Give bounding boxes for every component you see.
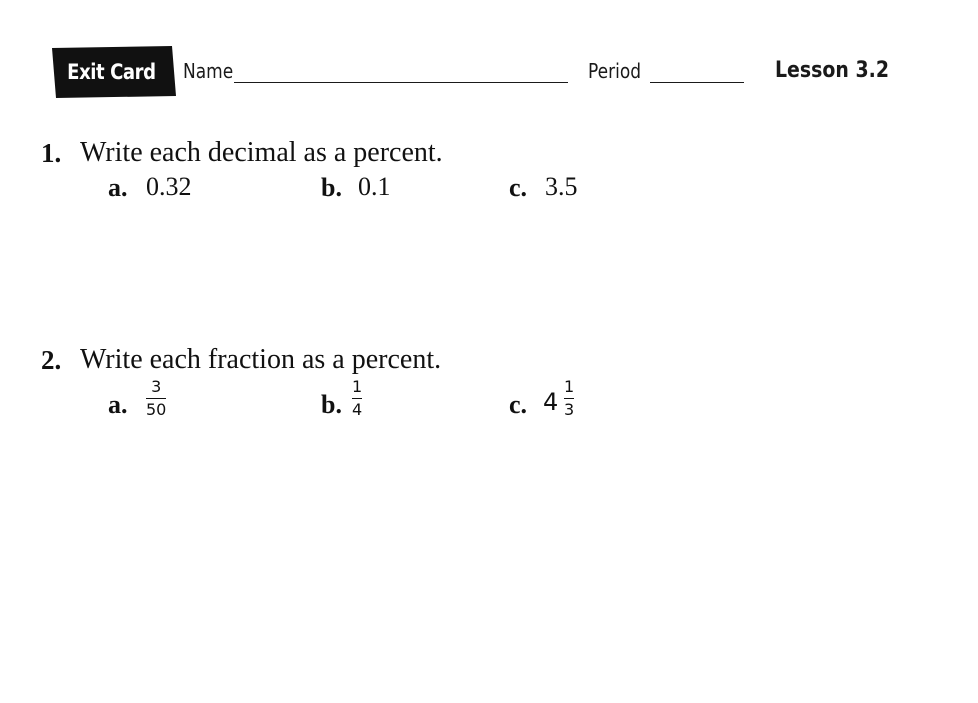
fraction (146, 378, 166, 419)
item-value: 0.1 (358, 172, 391, 201)
numerator: 3 (151, 377, 162, 396)
question-number: 2. (41, 345, 62, 375)
question-number: 1. (41, 138, 62, 168)
badge-label: Exit Card (67, 60, 156, 84)
item-letter: b. (321, 173, 342, 202)
item-letter: c. (509, 173, 528, 202)
fraction-bar (352, 398, 362, 399)
question-prompt: Write each decimal as a percent. (80, 137, 443, 168)
item-letter: a. (108, 390, 128, 419)
denominator: 4 (352, 400, 363, 419)
numerator: 1 (352, 377, 363, 396)
lesson-label: Lesson 3.2 (775, 58, 889, 83)
name-blank-line[interactable] (234, 82, 568, 83)
period-blank-line[interactable] (650, 82, 744, 83)
fraction (564, 378, 574, 419)
item-value: 3.5 (545, 172, 578, 201)
item-value: 0.32 (146, 172, 192, 201)
question-prompt: Write each fraction as a percent. (80, 344, 442, 375)
item-letter: a. (108, 173, 128, 202)
denominator: 50 (146, 400, 167, 419)
item-letter: b. (321, 390, 342, 419)
fraction-bar (564, 398, 574, 399)
exit-card-header (0, 0, 978, 110)
exit-card-badge (52, 46, 176, 98)
name-label: Name (183, 59, 234, 83)
numerator: 1 (564, 377, 575, 396)
whole-number: 4 (543, 388, 559, 416)
denominator: 3 (564, 400, 575, 419)
item-letter: c. (509, 390, 528, 419)
fraction-bar (146, 398, 166, 399)
period-label: Period (588, 59, 642, 83)
fraction (352, 378, 362, 419)
